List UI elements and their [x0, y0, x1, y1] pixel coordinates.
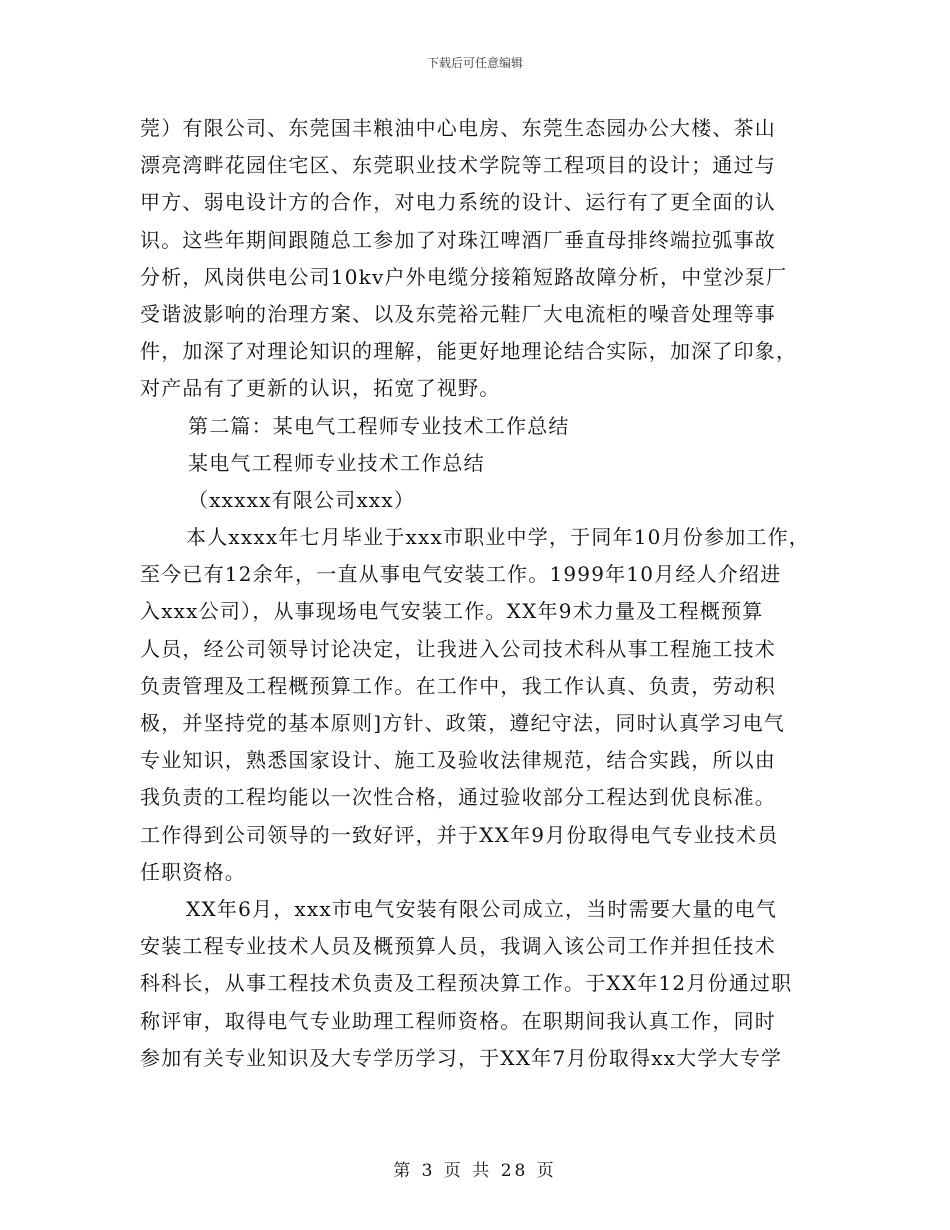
text-line-3: 甲方、弱电设计方的合作，对电力系统的设计、运行有了更全面的认 [140, 190, 776, 215]
text-line-17: 极，并坚持党的基本原则]方针、政策，遵纪守法，同时认真学习电气 [140, 711, 786, 735]
text-line-8: 对产品有了更新的认识，拓宽了视野。 [140, 376, 501, 401]
author-line: （xxxxx有限公司xxx） [188, 487, 416, 512]
text-line-15: 人员，经公司领导讨论决定，让我进入公司技术科从事工程施工技术 [140, 636, 776, 661]
text-line-16: 负责管理及工程概预算工作。在工作中，我工作认真、负责，劳动积 [140, 673, 776, 698]
text-line-12: 本人xxxx年七月毕业于xxx市职业中学，于同年10月份参加工作， [186, 525, 811, 550]
text-line-4: 识。这些年期间跟随总工参加了对珠江啤酒厂垂直母排终端拉弧事故 [140, 227, 776, 252]
text-line-23: 安装工程专业技术人员及概预算人员，我调入该公司工作并担任技术 [140, 934, 776, 959]
text-line-25: 称评审，取得电气专业助理工程师资格。在职期间我认真工作，同时 [140, 1008, 776, 1033]
text-line-24: 科科长，从事工程技术负责及工程预决算工作。于XX年12月份通过职 [140, 971, 793, 996]
text-line-2: 漂亮湾畔花园住宅区、东莞职业技术学院等工程项目的设计；通过与 [140, 153, 776, 178]
text-line-1: 莞）有限公司、东莞国丰粮油中心电房、东莞生态园办公大楼、茶山 [140, 116, 776, 140]
section-heading: 第二篇：某电气工程师专业技术工作总结 [188, 413, 570, 438]
text-line-26: 参加有关专业知识及大专学历学习，于XX年7月份取得xx大学大专学 [140, 1045, 783, 1070]
text-line-20: 工作得到公司领导的一致好评，并于XX年9月份取得电气专业技术员 [140, 822, 779, 847]
page-number: 第 3 页 共 28 页 [393, 1161, 557, 1181]
text-line-21: 任职资格。 [140, 859, 246, 884]
text-line-22: XX年6月，xxx市电气安装有限公司成立，当时需要大量的电气 [186, 896, 778, 921]
page-header: 下载后可任意编辑 [426, 56, 523, 70]
document-title: 某电气工程师专业技术工作总结 [188, 450, 485, 475]
text-line-13: 至今已有12余年，一直从事电气安装工作。1999年10月经人介绍进 [140, 562, 782, 587]
document-body [140, 110, 820, 1077]
text-line-7: 件，加深了对理论知识的理解，能更好地理论结合实际，加深了印象， [140, 339, 798, 364]
text-line-5: 分析，风岗供电公司10kv户外电缆分接箱短路故障分析，中堂沙泵厂 [140, 264, 788, 289]
text-line-19: 我负责的工程均能以一次性合格，通过验收部分工程达到优良标准。 [140, 785, 776, 810]
text-line-18: 专业知识，熟悉国家设计、施工及验收法律规范，结合实践，所以由 [140, 748, 776, 773]
text-line-14: 入xxx公司），从事现场电气安装工作。XX年9术力量及工程概预算 [140, 599, 764, 624]
text-line-6: 受谐波影响的治理方案、以及东莞裕元鞋厂大电流柜的噪音处理等事 [140, 301, 776, 326]
